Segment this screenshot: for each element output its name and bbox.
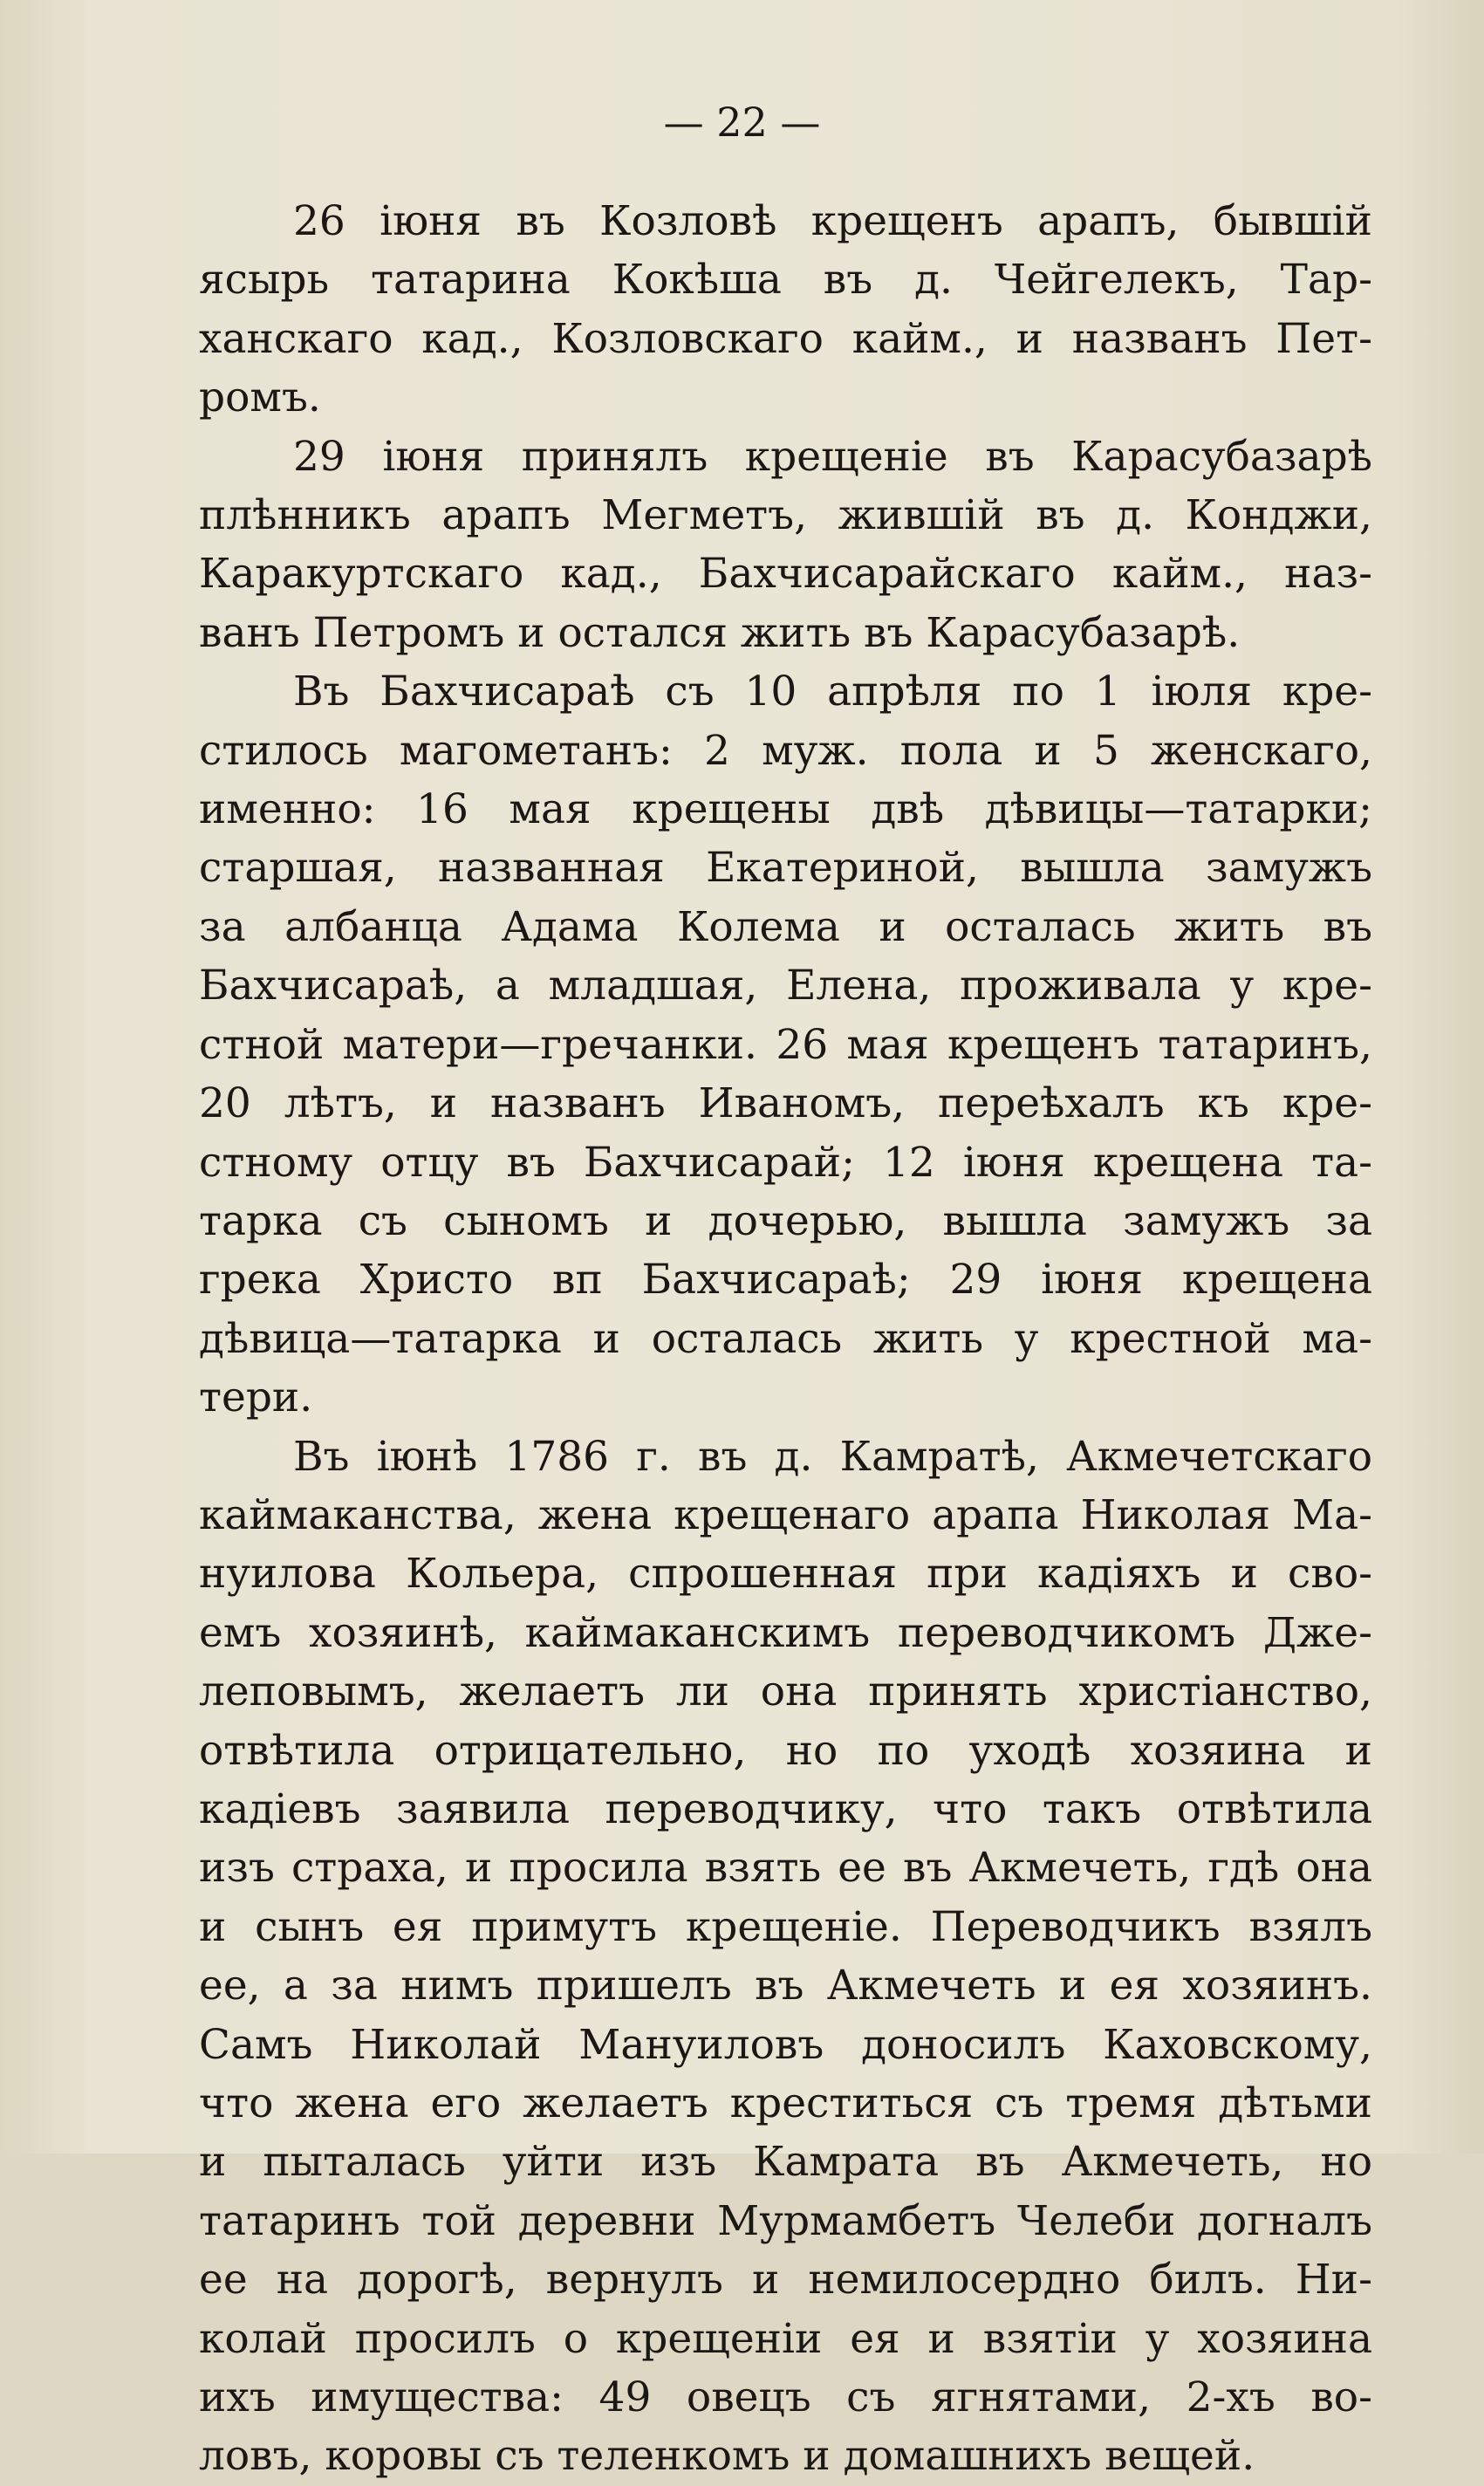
text-line: кадіевъ заявила переводчику, что такъ отвѣтила: [199, 1784, 1372, 1833]
text-line: старшая, названная Екатериной, вышла замужъ: [199, 844, 1372, 893]
text-line: Самъ Николай Мануиловъ доносилъ Каховскому,: [199, 2020, 1372, 2069]
text-line: именно: 16 мая крещены двѣ дѣвицы—татарки;: [199, 785, 1372, 834]
text-line: что жена его желаетъ креститься съ тремя дѣтьми: [199, 2079, 1372, 2127]
text-line: нуилова Кольера, спрошенная при кадіяхъ и сво-: [199, 1550, 1372, 1599]
text-line: 26 іюня въ Козловѣ крещенъ арапъ, бывшій: [293, 197, 1372, 245]
text-line: Въ іюнѣ 1786 г. въ д. Камратѣ, Акмечетскаго: [293, 1432, 1372, 1481]
text-line: плѣнникъ арапъ Мегметъ, жившій въ д. Конджи,: [199, 491, 1372, 540]
text-line: ее, а за нимъ пришелъ въ Акмечеть и ея хозяинъ.: [199, 1962, 1372, 2010]
text-line: стилось магометанъ: 2 муж. пола и 5 женскаго,: [199, 726, 1372, 775]
paragraph: [199, 428, 1372, 663]
text-line: 20 лѣтъ, и названъ Иваномъ, переѣхалъ къ кре-: [199, 1079, 1372, 1128]
text-line: ванъ Петромъ и остался жить въ Карасубазарѣ.: [199, 608, 1241, 657]
text-line: за албанца Адама Колема и осталась жить въ: [199, 902, 1372, 951]
paragraph: [199, 662, 1372, 1427]
text-line: изъ страха, и просила взять ее въ Акмечеть, гдѣ она: [199, 1844, 1372, 1893]
text-line: 29 іюня принялъ крещеніе въ Карасубазарѣ: [293, 432, 1372, 481]
text-line: ихъ имущества: 49 овецъ съ ягнятами, 2-хъ во-: [199, 2373, 1372, 2422]
text-line: ясырь татарина Кокѣша въ д. Чейгелекъ, Тар-: [199, 256, 1372, 305]
paragraph: [199, 192, 1372, 428]
text-line: ромъ.: [199, 373, 321, 422]
text-line: стному отцу въ Бахчисарай; 12 іюня крещена та-: [199, 1138, 1372, 1187]
text-line: ханскаго кад., Козловскаго кайм., и названъ Пет-: [199, 314, 1372, 363]
text-line: ее на дорогѣ, вернулъ и немилосердно билъ. Ни-: [199, 2256, 1372, 2305]
text-line: отвѣтила отрицательно, но по уходѣ хозяина и: [199, 1726, 1372, 1775]
text-line: Въ Бахчисараѣ съ 10 апрѣля по 1 іюля кре-: [293, 668, 1372, 716]
text-line: ловъ, коровы съ теленкомъ и домашнихъ вещей.: [199, 2432, 1255, 2481]
text-line: тери.: [199, 1373, 313, 1422]
text-line: тарка съ сыномъ и дочерью, вышла замужъ за: [199, 1196, 1372, 1245]
text-line: колай просилъ о крещеніи ея и взятіи у хозяина: [199, 2314, 1372, 2363]
text-line: стной матери—гречанки. 26 мая крещенъ татаринъ,: [199, 1020, 1372, 1069]
text-line: емъ хозяинѣ, каймаканскимъ переводчикомъ Дже-: [199, 1608, 1372, 1657]
text-line: леповымъ, желаетъ ли она принять христіанство,: [199, 1668, 1372, 1716]
text-line: дѣвица—татарка и осталась жить у крестной ма-: [199, 1314, 1372, 1363]
page-number: — 22 —: [663, 99, 821, 146]
text-line: татаринъ той деревни Мурмамбетъ Челеби догналъ: [199, 2196, 1372, 2245]
body-text: [199, 192, 1372, 2486]
text-line: и пыталась уйти изъ Камрата въ Акмечеть, но: [199, 2138, 1372, 2187]
text-line: Каракуртскаго кад., Бахчисарайскаго кайм., наз-: [199, 550, 1372, 599]
text-line: Бахчисараѣ, а младшая, Елена, проживала у кре-: [199, 962, 1372, 1010]
text-line: и сынъ ея примутъ крещеніе. Переводчикъ взялъ: [199, 1902, 1372, 1951]
paragraph: [199, 1428, 1372, 2486]
text-line: грека Христо вп Бахчисараѣ; 29 іюня крещена: [199, 1256, 1372, 1305]
text-line: каймаканства, жена крещенаго арапа Николая Ма-: [199, 1490, 1372, 1539]
